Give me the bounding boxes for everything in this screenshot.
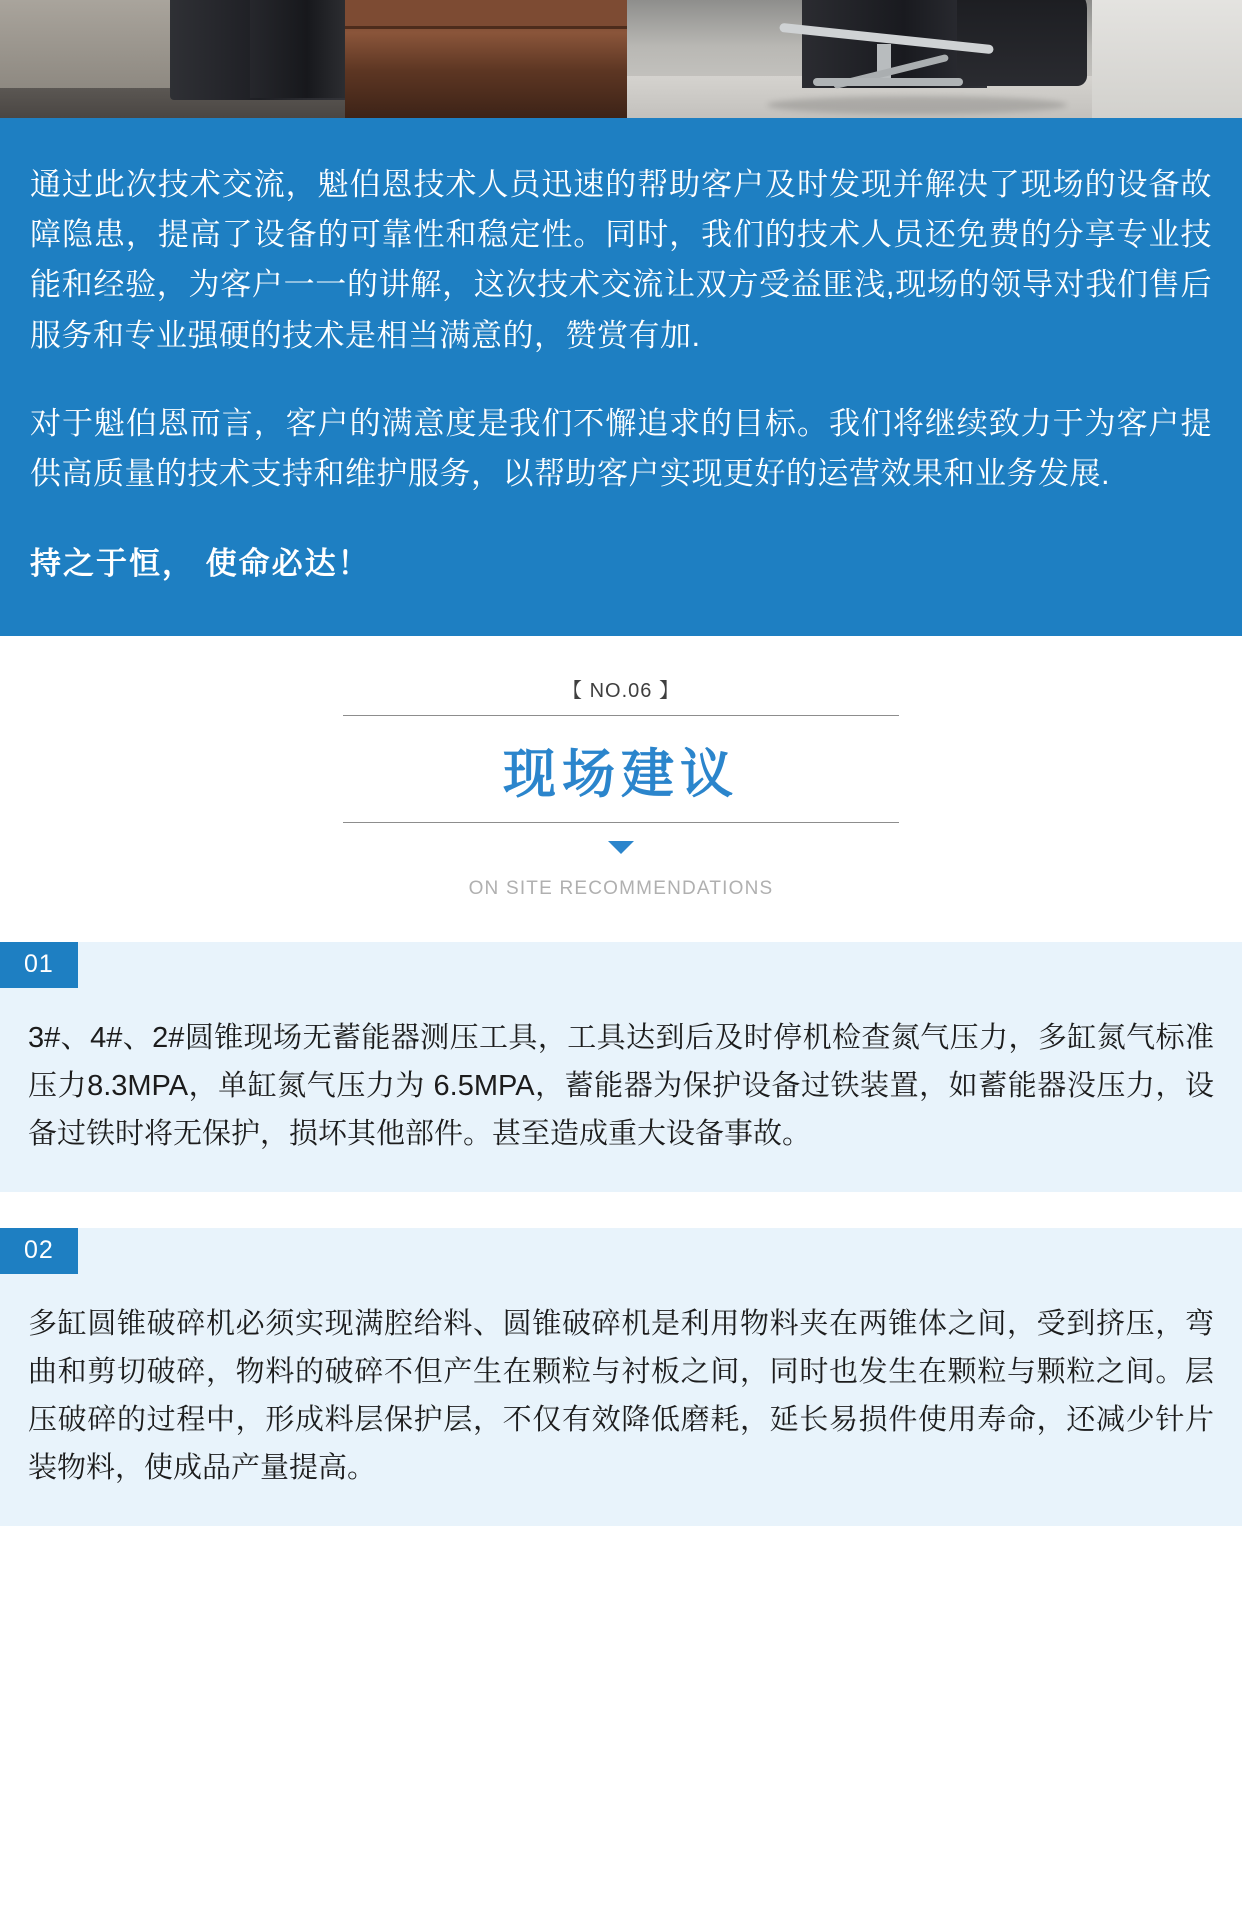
recommendation-card: [0, 942, 1242, 1192]
narrative-block: [0, 118, 1242, 636]
photo-office-chair: [627, 0, 1242, 118]
photo-chair-shadow: [767, 96, 1067, 114]
recommendation-card: [0, 1228, 1242, 1527]
recommendation-text: 3#、4#、2#圆锥现场无蓄能器测压工具，工具达到后及时停机检查氮气压力，多缸氮气标准压力8.3MPA，单缸氮气压力为 6.5MPA，蓄能器为保护设备过铁装置，如蓄能器没压力，设备过铁时将无保护，损坏其他部件。甚至造成重大设备事故。: [28, 1021, 1214, 1150]
photo-desk-top: [345, 0, 627, 29]
section-heading: [0, 636, 1242, 942]
photo-meeting-room: [0, 0, 627, 118]
section-subtitle-english: ON SITE RECOMMENDATIONS: [468, 877, 774, 899]
narrative-paragraph-2: 对于魁伯恩而言，客户的满意度是我们不懈追求的目标。我们将继续致力于为客户提供高质量的技术支持和维护服务，以帮助客户实现更好的运营效果和业务发展.: [30, 405, 1212, 492]
photo-strip: [0, 0, 1242, 118]
photo-wall: [0, 0, 175, 92]
section-rule-bottom: [343, 822, 899, 823]
section-title: 现场建议: [503, 743, 739, 805]
chevron-down-icon: [608, 841, 634, 854]
photo-chair-base: [813, 78, 963, 86]
recommendation-text: 多缸圆锥破碎机必须实现满腔给料、圆锥破碎机是利用物料夹在两锥体之间，受到挤压，弯曲和剪切破碎，物料的破碎不但产生在颗粒与衬板之间，同时也发生在颗粒与颗粒之间。层压破碎的过程中，形成料层保护层，不仅有效降低磨耗，延长易损件使用寿命，还减少针片装物料，使成品产量提高。: [28, 1307, 1214, 1485]
photo-wall-right: [1092, 0, 1242, 118]
recommendation-badge: 01: [0, 942, 78, 988]
narrative-paragraph-1: 通过此次技术交流，魁伯恩技术人员迅速的帮助客户及时发现并解决了现场的设备故障隐患，提高了设备的可靠性和稳定性。同时，我们的技术人员还免费的分享专业技能和经验，为客户一一的讲解，这次技术交流让双方受益匪浅,现场的领导对我们售后服务和专业强硬的技术是相当满意的，赞赏有加.: [30, 167, 1212, 353]
photo-person-standing-second: [250, 0, 345, 98]
section-number-label: 【 NO.06 】: [562, 679, 680, 702]
narrative-slogan: 持之于恒， 使命必达！: [30, 546, 371, 582]
recommendation-badge: 02: [0, 1228, 78, 1274]
